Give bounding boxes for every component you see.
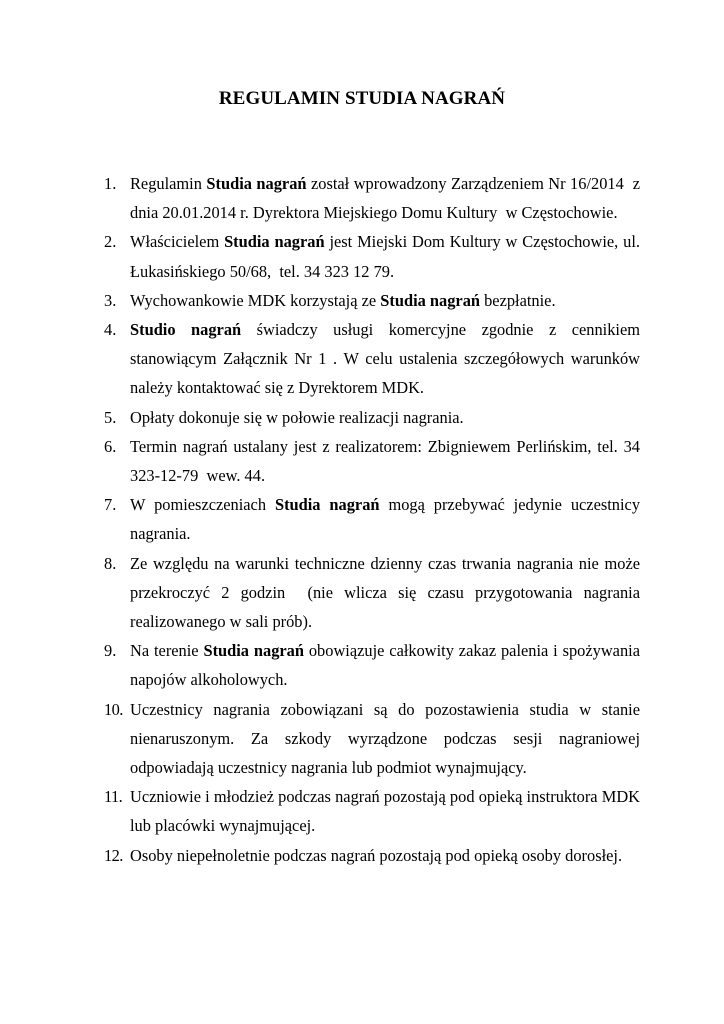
rule-item-6 [104, 432, 645, 490]
rule-text-segment: W pomieszczeniach [130, 495, 275, 515]
rule-text-segment: świadczy usługi komercyjne zgodnie z cennikiem stanowiącym Załącznik Nr 1 . W celu ustalenia szczegółowych warunków należy kontaktować się z Dyrektorem MDK. [130, 320, 645, 398]
rule-text [130, 782, 649, 840]
rule-number: 12. [104, 845, 123, 865]
rule-number: 4. [104, 320, 117, 340]
rule-item-4 [104, 315, 645, 403]
rule-item-9 [104, 636, 645, 694]
rule-text-segment: obowiązuje całkowity zakaz palenia i spożywania napojów alkoholowych. [130, 641, 645, 690]
rule-text [130, 549, 645, 637]
rule-item-10 [104, 695, 645, 783]
rule-item-7 [104, 490, 645, 548]
rule-item-11 [104, 782, 649, 840]
rule-text-segment: Opłaty dokonuje się w połowie realizacji nagrania. [130, 407, 464, 427]
rule-item-2 [104, 227, 645, 285]
rule-text-bold: Studia nagrań [274, 495, 380, 515]
rule-text-bold: Studia nagrań [206, 174, 307, 193]
rule-text-segment: Regulamin [130, 174, 207, 193]
rule-item-1 [104, 169, 649, 227]
rule-item-12 [104, 841, 640, 870]
rule-text-segment: bezpłatnie. [480, 290, 556, 310]
rule-number: 7. [104, 495, 117, 515]
rule-text [130, 432, 645, 490]
rule-text [130, 490, 645, 548]
rule-text-bold: Studia nagrań [203, 641, 304, 661]
rule-text-segment: Termin nagrań ustalany jest z realizatorem: Zbigniewem Perlińskim, tel. 34 323-12-79 wew. 44. [130, 436, 645, 486]
rule-number: 2. [104, 232, 117, 252]
rule-number: 6. [104, 436, 117, 456]
rule-number: 1. [104, 174, 117, 193]
document-title: REGULAMIN STUDIA NAGRAŃ [218, 88, 506, 109]
rule-text [130, 227, 645, 285]
rule-text [130, 403, 640, 432]
rule-text-segment: Właścicielem [130, 232, 225, 252]
rules-list [104, 169, 649, 870]
rule-text-segment: Na terenie [130, 641, 204, 661]
rule-text-segment: Uczestnicy nagrania zobowiązani są do pozostawienia studia w stanie nienaruszonym. Za szkody wyrządzone podczas sesji nagraniowej odpowiadają uczestnicy nagrania lub podmiot wynajmujący. [130, 699, 645, 778]
rule-item-3 [104, 286, 640, 315]
rule-text [130, 841, 640, 870]
rule-number: 9. [104, 641, 117, 661]
rule-text-segment: Wychowankowie MDK korzystają ze [130, 290, 381, 310]
rule-number: 11. [104, 787, 123, 807]
rule-text-bold: Studio nagrań [130, 320, 242, 340]
rule-text [130, 286, 640, 315]
rule-text [130, 169, 649, 227]
rule-number: 10. [104, 699, 123, 719]
rule-text-bold: Studia nagrań [380, 290, 481, 310]
rule-text [130, 695, 645, 783]
rule-item-8 [104, 549, 645, 637]
rule-text [130, 636, 645, 694]
rule-text-segment: został wprowadzony Zarządzeniem Nr 16/2014 z dnia 20.01.2014 r. Dyrektora Miejskiego Domu Kultury w Częstochowie. [130, 174, 649, 223]
rule-text-bold: Studia nagrań [224, 232, 325, 252]
rule-text-segment: Osoby niepełnoletnie podczas nagrań pozostają pod opieką osoby dorosłej. [130, 845, 623, 865]
rule-number: 3. [104, 290, 117, 310]
rule-item-5 [104, 403, 640, 432]
rule-text-segment: Ze względu na warunki techniczne dzienny czas trwania nagrania nie może przekroczyć 2 godzin (nie wlicza się czasu przygotowania nagrania realizowanego w sali prób). [130, 553, 645, 632]
rule-text-segment: mogą przebywać jedynie uczestnicy nagrania. [130, 495, 645, 544]
rule-text-segment: jest Miejski Dom Kultury w Częstochowie, ul. Łukasińskiego 50/68, tel. 34 323 12 79. [130, 232, 645, 281]
rule-text [130, 315, 645, 403]
rule-number: 5. [104, 407, 117, 427]
rule-text-segment: Uczniowie i młodzież podczas nagrań pozostają pod opieką instruktora MDK lub placówki wynajmującej. [130, 787, 649, 836]
rule-number: 8. [104, 553, 117, 573]
